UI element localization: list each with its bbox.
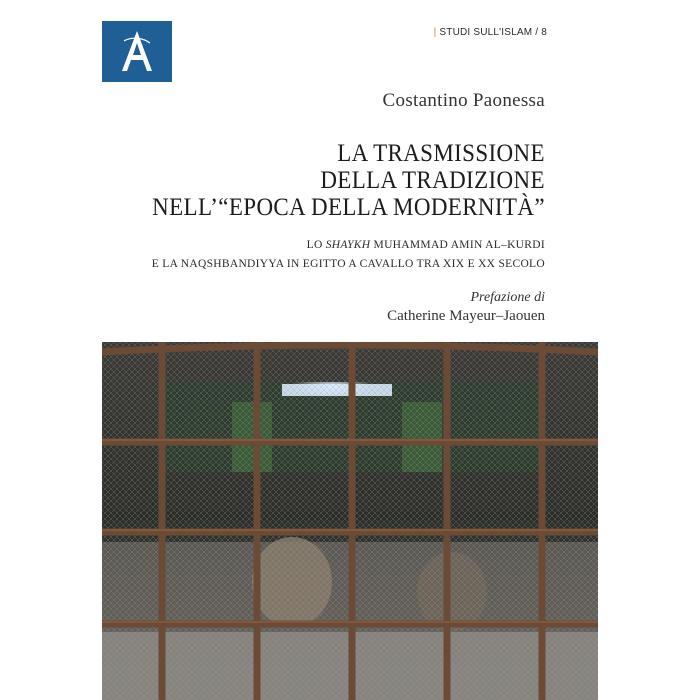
subtitle-pre: LO [306,239,326,251]
title-line-1: LA TRASMISSIONE [337,140,545,167]
title-line-2: DELLA TRADIZIONE [320,167,545,194]
preface-author: Catherine Mayeur–Jaouen [387,308,545,324]
subtitle-post: MUHAMMAD AMIN AL–KURDI [370,239,545,251]
title-line-3: NELL’“EPOCA DELLA MODERNITÀ” [152,194,545,221]
cover-photo [102,342,598,700]
subtitle-line-1 [152,236,545,255]
author-name: Costantino Paonessa [382,90,545,111]
subtitle-emphasis: SHAYKH [325,239,371,251]
series-text: STUDI SULL'ISLAM / 8 [439,27,547,38]
preface-label: Prefazione di [470,290,545,305]
book-title [118,140,545,221]
series-label [434,27,547,38]
book-subtitle [152,236,545,274]
subtitle-line-2: E LA NAQSHBANDIYYA IN EGITTO A CAVALLO TRA XIX E XX SECOLO [151,258,545,270]
series-separator: | [433,27,437,38]
publisher-logo-icon [102,21,172,82]
